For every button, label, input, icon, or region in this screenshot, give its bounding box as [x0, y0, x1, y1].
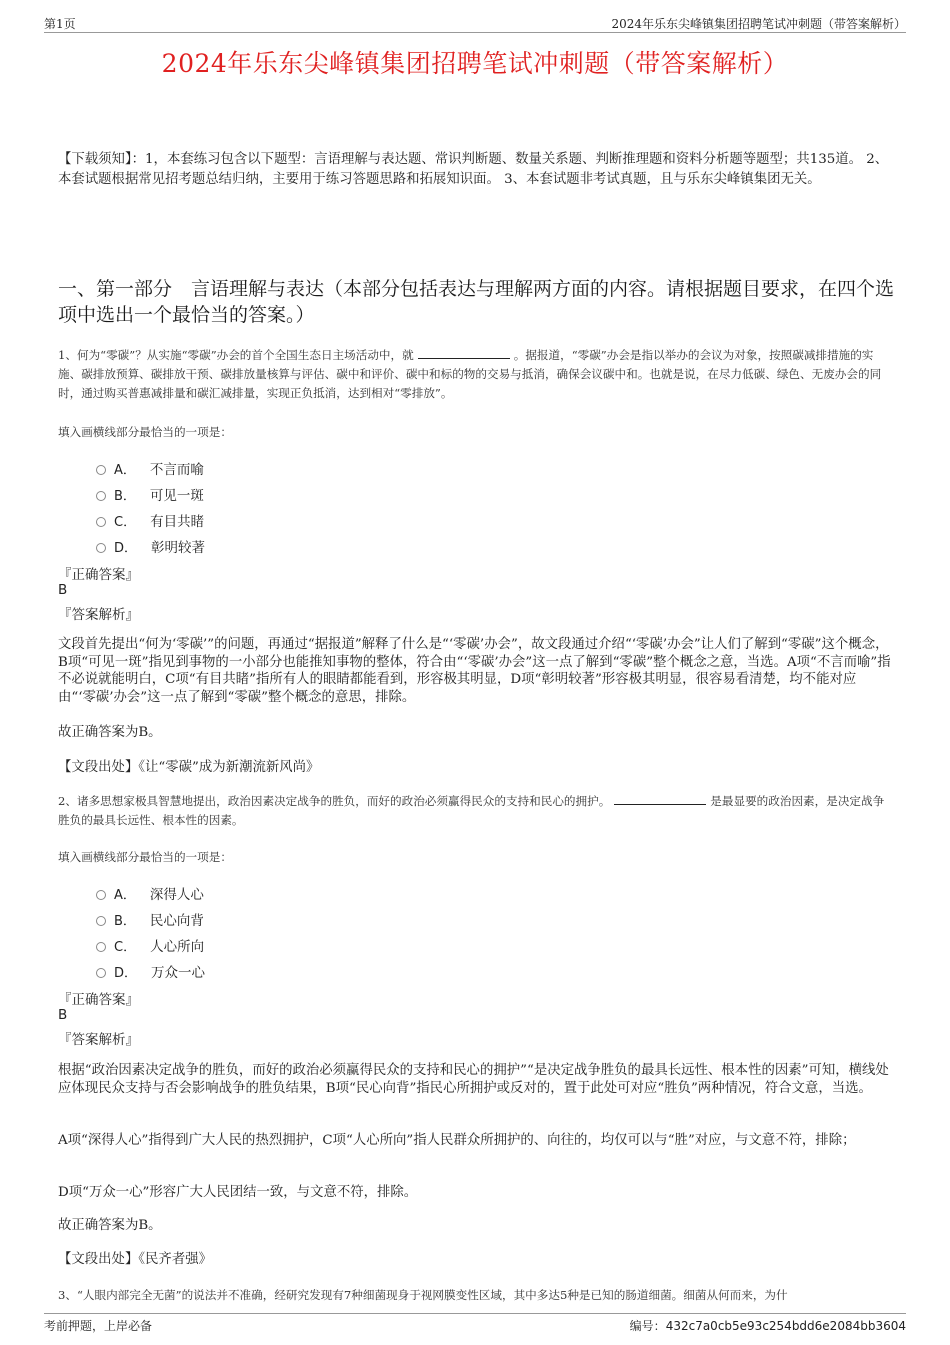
- question-1-analysis: 文段首先提出“何为‘零碳’”的问题，再通过“据报道”解释了什么是“‘零碳’办会”，故文段通过介绍“‘零碳’办会”让人们了解到“零碳”这个概念，B项“可见一斑”指见到事物的一小部分也能推知事物的整体，符合由“‘零碳’办会”这一点了解到“零碳”整个概念之意，当选。A项“不言而喻”指不必说就能明白，C项“有目共睹”指所有人的眼睛都能看到，形容极其明显，D项“彰明较著”形容极其明显，很容易看清楚，均不能对应由“‘零碳’办会”这一点了解到“零碳”整个概念的意思，排除。: [58, 637, 891, 705]
- code-label: 编号：: [629, 1319, 666, 1333]
- header-doc-title: 2024年乐东尖峰镇集团招聘笔试冲刺题（带答案解析）: [611, 17, 906, 31]
- code-value: 432c7a0cb5e93c254bdd6e2084bb3604: [665, 1319, 906, 1333]
- option-letter: B．: [114, 914, 136, 929]
- question-1-option-b[interactable]: [96, 484, 204, 504]
- question-1-answer-label: 『正确答案』: [58, 567, 139, 583]
- page-footer: [44, 1313, 906, 1334]
- footer-code: [630, 1317, 906, 1334]
- question-2-analysis-d: D项“万众一心”形容广大人民团结一致，与文意不符，排除。: [58, 1185, 418, 1200]
- radio-circle-icon[interactable]: [96, 890, 106, 900]
- option-letter: A．: [114, 463, 136, 478]
- question-2-text-before: 2、诸多思想家极具智慧地提出，政治因素决定战争的胜负，而好的政治必须赢得民众的支持和民心的拥护。: [58, 794, 611, 808]
- option-text: 可见一斑: [149, 488, 204, 504]
- option-text: 万众一心: [151, 965, 206, 981]
- question-1-option-d[interactable]: [96, 536, 205, 556]
- radio-circle-icon[interactable]: [96, 491, 106, 501]
- option-text: 深得人心: [149, 887, 204, 903]
- question-1-source: 【文段出处】《让“零碳”成为新潮流新风尚》: [58, 760, 320, 775]
- question-1-prompt: 填入画横线部分最恰当的一项是：: [58, 425, 232, 439]
- page-title: 2024年乐东尖峰镇集团招聘笔试冲刺题（带答案解析）: [161, 49, 789, 78]
- question-2-option-a[interactable]: [96, 883, 204, 903]
- question-1-text-after: 。据报道，“零碳”办会是指以举办的会议为对象，按照碳减排措施的实施、碳排放预算、碳排放干预、碳排放量核算与评估、碳中和评价、碳中和标的物的交易与抵消，确保会议碳中和。也就是说，在尽力低碳、绿色、无废办会的同时，通过购买普惠减排量和碳汇减排量，实现正负抵消，达到相对“零排放”。: [58, 348, 882, 400]
- radio-circle-icon[interactable]: [96, 465, 106, 475]
- question-2-analysis-ac: A项“深得人心”指得到广大人民的热烈拥护，C项“人心所向”指人民群众所拥护的、向往的，均仅可以与“胜”对应，与文意不符，排除；: [58, 1133, 856, 1148]
- option-text: 彰明较著: [151, 540, 206, 556]
- radio-circle-icon[interactable]: [96, 916, 106, 926]
- question-1-option-c[interactable]: [96, 510, 204, 530]
- option-letter: B．: [114, 489, 136, 504]
- question-1-analysis-label: 『答案解析』: [58, 607, 139, 623]
- question-2-answer-label: 『正确答案』: [58, 992, 139, 1008]
- question-3-stem: 3、“人眼内部完全无菌”的说法并不准确，经研究发现有7种细菌现身于视网膜变性区域，其中多达5种是已知的肠道细菌。细菌从何而来，为什: [58, 1288, 788, 1302]
- radio-circle-icon[interactable]: [96, 942, 106, 952]
- question-2-answer: B: [58, 1007, 68, 1023]
- footer-slogan: 考前押题，上岸必备: [44, 1319, 153, 1333]
- question-2-option-c[interactable]: [96, 935, 204, 955]
- answer-blank-1: [418, 346, 510, 359]
- question-1-stem: [58, 346, 888, 403]
- option-text: 人心所向: [150, 939, 205, 955]
- question-2-conclusion: 故正确答案为B。: [58, 1218, 162, 1233]
- question-2-option-b[interactable]: [96, 909, 204, 929]
- question-2-prompt: 填入画横线部分最恰当的一项是：: [58, 850, 232, 864]
- option-text: 民心向背: [149, 913, 204, 929]
- page-number: 第1页: [44, 17, 76, 31]
- question-1-option-a[interactable]: [96, 458, 204, 478]
- question-2-stem: [58, 792, 888, 830]
- question-1-conclusion: 故正确答案为B。: [58, 725, 162, 740]
- option-text: 不言而喻: [149, 462, 204, 478]
- question-1-text-before: 1、何为“零碳”？从实施“零碳”办会的首个全国生态日主场活动中，就: [58, 348, 414, 362]
- question-2-analysis: 根据“政治因素决定战争的胜负，而好的政治必须赢得民众的支持和民心的拥护”“是决定战争胜负的最具长远性、根本性的因素”可知，横线处应体现民众支持与否会影响战争的胜负结果，B项“民心向背”指民心所拥护或反对的，置于此处可对应“胜负”两种情况，符合文意，当选。: [58, 1063, 889, 1096]
- question-2-option-d[interactable]: [96, 961, 205, 981]
- radio-circle-icon[interactable]: [96, 543, 106, 553]
- page-header: [44, 14, 906, 33]
- option-letter: C．: [114, 515, 137, 530]
- download-notice: 【下载须知】：1，本套练习包含以下题型：言语理解与表达题、常识判断题、数量关系题、判断推理题和资料分析题等题型；共135道。 2、本套试题根据常见招考题总结归纳，主要用于练习答题思路和拓展知识面。 3、本套试题非考试真题，且与乐东尖峰镇集团无关。: [58, 152, 889, 187]
- option-letter: C．: [114, 940, 137, 955]
- question-2-analysis-label: 『答案解析』: [58, 1032, 139, 1048]
- option-letter: D．: [114, 966, 138, 981]
- section-heading: 一、第一部分 言语理解与表达（本部分包括表达与理解两方面的内容。请根据题目要求，在四个选项中选出一个最恰当的答案。）: [58, 278, 895, 326]
- question-2-source: 【文段出处】《民齐者强》: [58, 1252, 212, 1267]
- option-text: 有目共睹: [150, 514, 205, 530]
- option-letter: A．: [114, 888, 136, 903]
- question-1-answer: B: [58, 582, 68, 598]
- answer-blank-2: [614, 792, 706, 805]
- question-2-text-after: 是最显要的政治因素，是决定战争胜负的最具长远性、根本性的因素。: [58, 794, 885, 827]
- radio-circle-icon[interactable]: [96, 517, 106, 527]
- option-letter: D．: [114, 541, 138, 556]
- radio-circle-icon[interactable]: [96, 968, 106, 978]
